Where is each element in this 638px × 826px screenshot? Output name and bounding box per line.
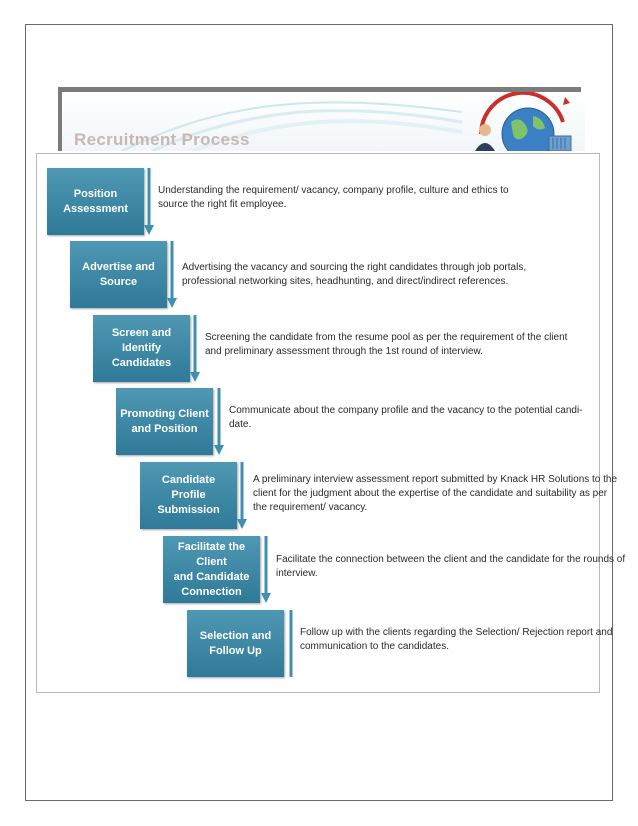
globe-people-icon [453,92,585,151]
step-box-selection-and-follow-up: Selection and Follow Up [187,610,284,677]
step-box-candidate-profile-submission: Candidate Profile Submission [140,462,237,529]
banner-left-bar [58,87,62,151]
step-description-promoting-client: Communicate about the company profile and the vacancy to the potential candi- date. [229,405,583,430]
step-arrow-down-icon [237,462,247,529]
step-box-promoting-client: Promoting Client and Position [116,388,213,455]
step-box-screen-and-identify: Screen and Identify Candidates [93,315,190,382]
step-description-candidate-profile-submission: A preliminary interview assessment report submitted by Knack HR Solutions to the client for the judgment about the expertise of the candidate and suitability as per the requirement/ vacancy. [253,474,618,513]
page-title: Recruitment Process [74,130,250,149]
step-description-screen-and-identify: Screening the candidate from the resume pool as per the requirement of the client and preliminary assessment through the 1st round of interview. [205,332,568,357]
step-arrow-down-icon [144,168,154,235]
step-description-selection-and-follow-up: Follow up with the clients regarding the Selection/ Rejection report and communication to the candidates. [300,627,613,652]
step-end-bar-icon [286,610,296,677]
step-description-facilitate-connection: Facilitate the connection between the client and the candidate for the rounds of interview. [276,554,626,579]
banner-top-bar [58,87,581,92]
step-box-facilitate-connection: Facilitate the Client and Candidate Connection [163,536,260,603]
step-box-advertise-and-source: Advertise and Source [70,241,167,308]
step-arrow-down-icon [261,536,271,603]
step-arrow-down-icon [214,388,224,455]
step-arrow-down-icon [190,315,200,382]
step-description-advertise-and-source: Advertising the vacancy and sourcing the right candidates through job portals, professional networking sites, headhunting, and direct/indirect references. [182,262,527,287]
step-box-position-assessment: Position Assessment [47,168,144,235]
step-arrow-down-icon [167,241,177,308]
step-description-position-assessment: Understanding the requirement/ vacancy, company profile, culture and ethics to source the right fit employee. [158,185,509,210]
banner [58,87,585,151]
